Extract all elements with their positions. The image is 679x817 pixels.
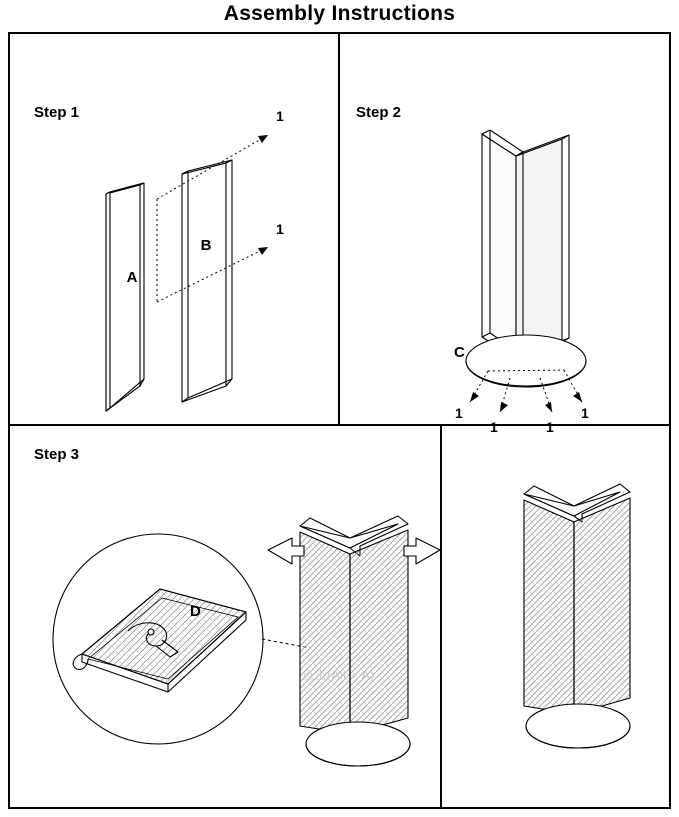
assembled-column-shape: [482, 130, 569, 359]
panel-b-letter: B: [200, 237, 212, 254]
step-2-callout-1: 1: [455, 405, 463, 421]
wrapped-column-shape: [300, 516, 410, 766]
step-1-label: Step 1: [34, 104, 80, 121]
watermark-text: 点击(Alt + A): [302, 668, 375, 682]
step-3-label: Step 3: [34, 446, 80, 463]
panel-a-shape: [106, 183, 144, 411]
step-3-illustration: [10, 426, 442, 809]
cover-d-letter: D: [190, 603, 201, 620]
arrow-right-icon: [404, 538, 440, 564]
step-2-callout-2: 1: [490, 419, 498, 435]
step-1-callout-2: 1: [276, 221, 284, 237]
arrow-left-icon: [268, 538, 304, 564]
step-2-callout-4: 1: [581, 405, 589, 421]
diagram-frame: [8, 32, 671, 809]
callout-arrowheads: [258, 135, 268, 255]
step-2-callout-3: 1: [546, 419, 554, 435]
step-2-label: Step 2: [356, 104, 402, 121]
base-c-letter: C: [454, 344, 465, 361]
step-1-callout-1: 1: [276, 108, 284, 124]
step-2-illustration: [340, 34, 669, 435]
step-1-illustration: [10, 34, 340, 424]
base-c-shape: [466, 335, 586, 387]
panel-a-letter: A: [126, 269, 138, 286]
panel-b-shape: [182, 160, 232, 402]
callout-arrowheads: [470, 392, 582, 412]
finished-column-shape: [524, 484, 630, 748]
finished-product-illustration: [442, 426, 669, 809]
page-title: Assembly Instructions: [223, 2, 456, 25]
